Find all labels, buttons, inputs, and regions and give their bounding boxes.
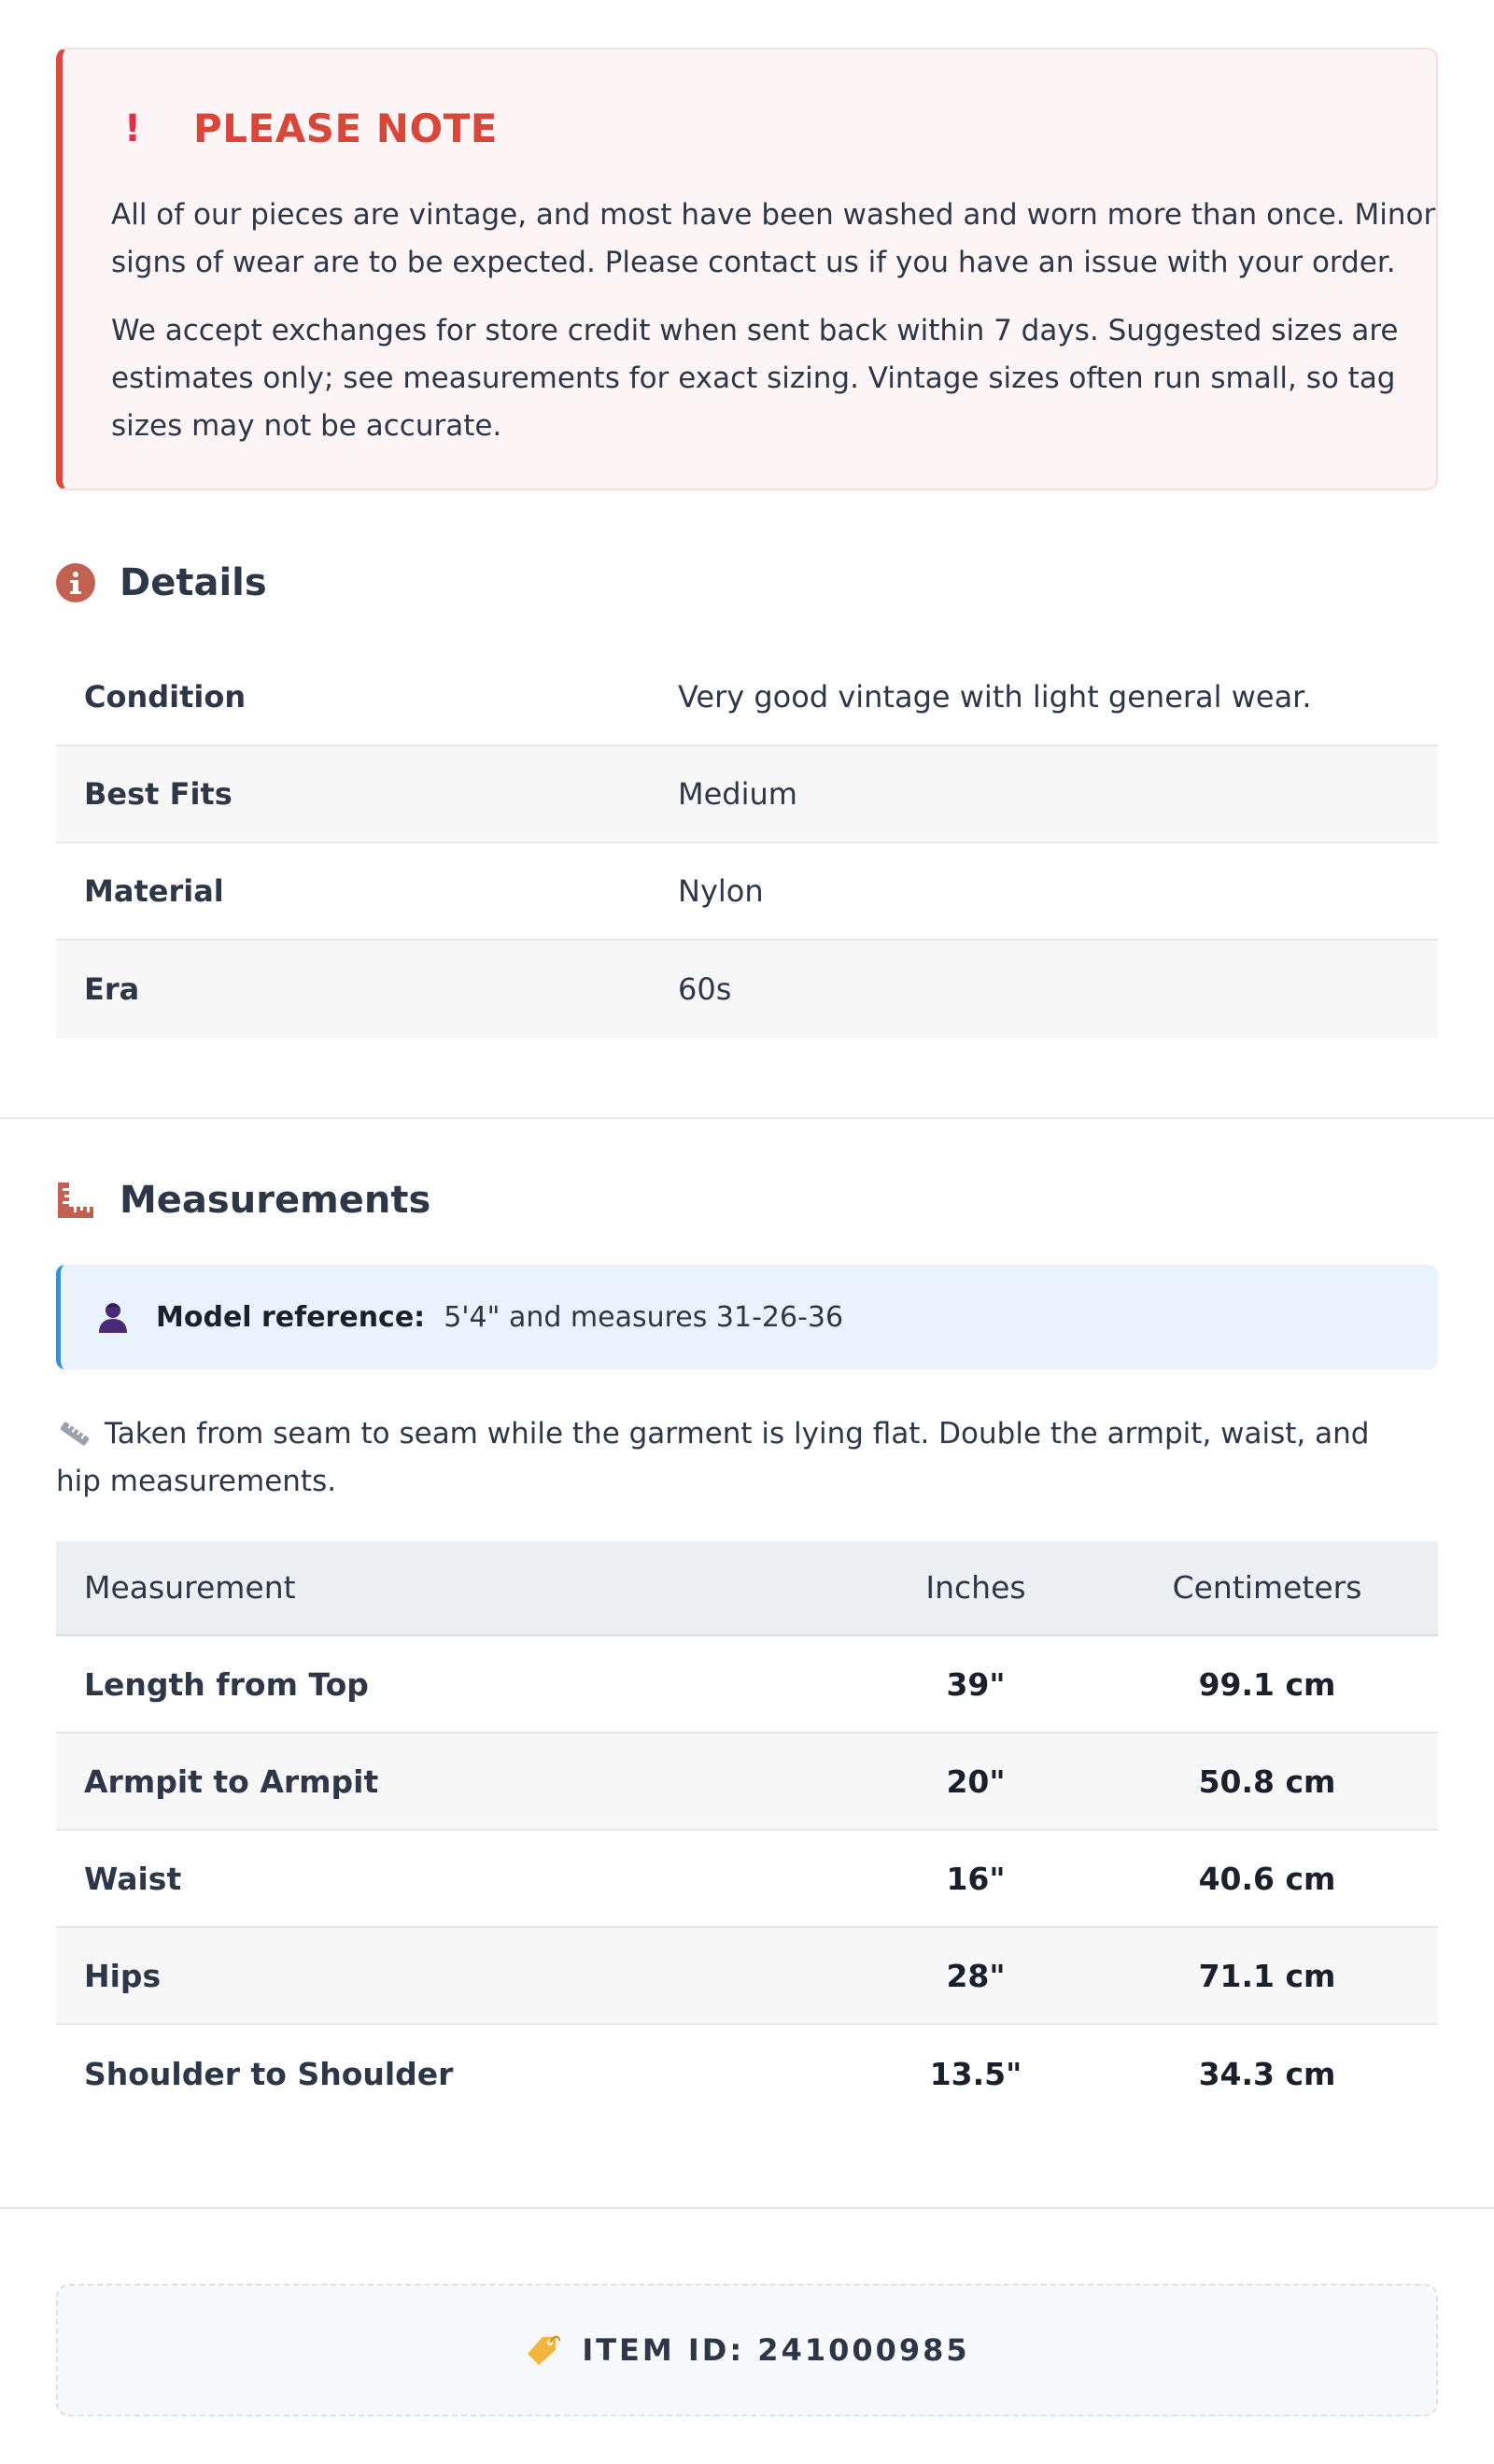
notice-title: PLEASE NOTE	[193, 106, 498, 151]
details-value: Nylon	[678, 873, 764, 909]
column-header: Measurement	[84, 1569, 296, 1606]
details-header	[56, 561, 267, 604]
measurement-name: Shoulder to Shoulder	[84, 2055, 454, 2092]
details-value: Medium	[678, 776, 797, 812]
model-reference-box	[56, 1265, 1438, 1369]
measurement-inches: 28"	[946, 1957, 1006, 1994]
section-divider	[0, 1117, 1494, 1119]
measurement-note-text: Taken from seam to seam while the garment is lying flat. Double the armpit, waist, and hip measurements.	[56, 1417, 1370, 1498]
section-title: Details	[120, 561, 267, 604]
details-label: Best Fits	[84, 776, 233, 812]
exclamation-icon: !	[123, 106, 142, 150]
table-header	[56, 1541, 1438, 1636]
measurement-name: Waist	[84, 1860, 182, 1897]
info-circle-icon	[56, 563, 95, 602]
details-label: Material	[84, 873, 224, 909]
table-row	[56, 1636, 1438, 1734]
measurement-cm: 40.6 cm	[1198, 1860, 1336, 1897]
measurement-cm: 71.1 cm	[1198, 1957, 1336, 1994]
notice-paragraph: All of our pieces are vintage, and most have been washed and worn more than once. Minor signs of wear are to be expected. Please contact us if you have an issue with your order.	[111, 198, 1436, 279]
details-table	[56, 649, 1438, 1038]
ruler-icon	[56, 1181, 95, 1220]
notice-paragraph: We accept exchanges for store credit when sent back within 7 days. Suggested sizes are estimates only; see measurements for exact sizing. Vintage sizes often run small, so tag sizes may not be accurate.	[111, 314, 1399, 443]
table-row	[56, 1928, 1438, 2025]
measurement-inches: 39"	[946, 1665, 1006, 1703]
details-label: Era	[84, 971, 140, 1007]
model-reference-value: 5'4" and measures 31-26-36	[444, 1300, 844, 1334]
measurement-cm: 34.3 cm	[1198, 2055, 1336, 2092]
table-row	[56, 1734, 1438, 1831]
measurement-name: Armpit to Armpit	[84, 1763, 379, 1800]
table-row	[56, 2025, 1438, 2122]
section-divider	[0, 2207, 1494, 2209]
item-id-box	[56, 2284, 1438, 2416]
notice-box	[56, 48, 1438, 490]
notice-header	[119, 106, 498, 151]
details-label: Condition	[84, 679, 247, 715]
details-row	[56, 649, 1438, 746]
measurement-name: Length from Top	[84, 1665, 369, 1703]
measurements-header	[56, 1179, 430, 1222]
ruler-icon	[56, 1413, 93, 1437]
details-row	[56, 746, 1438, 843]
measurement-name: Hips	[84, 1957, 162, 1994]
measurement-note	[56, 1410, 1419, 1506]
item-id-label: ITEM ID: 241000985	[582, 2332, 970, 2368]
measurement-cm: 99.1 cm	[1198, 1665, 1336, 1703]
details-row	[56, 941, 1438, 1038]
section-title: Measurements	[120, 1179, 431, 1222]
measurement-inches: 13.5"	[929, 2055, 1022, 2092]
column-header: Inches	[925, 1569, 1026, 1606]
measurement-inches: 20"	[946, 1763, 1006, 1800]
table-row	[56, 1831, 1438, 1928]
model-reference-label: Model reference:	[156, 1300, 426, 1334]
details-row	[56, 843, 1438, 941]
details-value: 60s	[678, 971, 732, 1007]
person-icon	[94, 1298, 132, 1336]
tag-icon	[524, 2331, 561, 2369]
measurements-table	[56, 1541, 1438, 2122]
measurement-cm: 50.8 cm	[1198, 1763, 1336, 1800]
measurement-inches: 16"	[946, 1860, 1006, 1897]
details-value: Very good vintage with light general wear.	[678, 679, 1312, 715]
column-header: Centimeters	[1172, 1569, 1362, 1606]
